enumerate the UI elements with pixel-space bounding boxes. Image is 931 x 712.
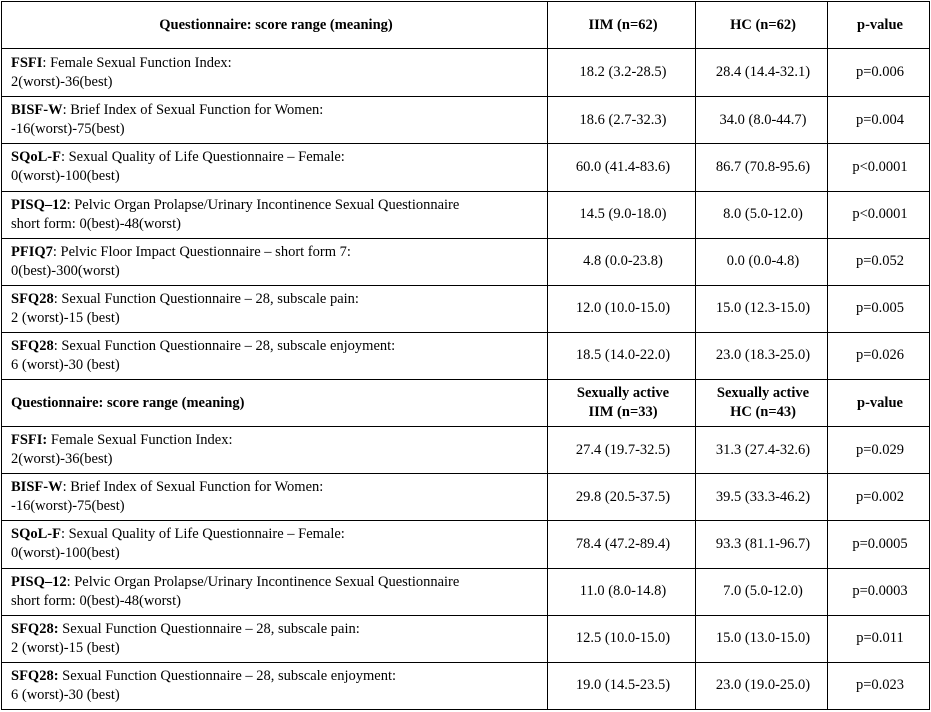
header-line: HC (n=43) (730, 404, 796, 421)
score-range: 0(worst)-100(best) (11, 545, 120, 562)
group1-value: 11.0 (8.0-14.8) (548, 568, 696, 615)
group1-value: 29.8 (20.5-37.5) (548, 474, 696, 521)
questionnaire-abbreviation: SFQ28: (11, 620, 59, 637)
p-value: p=0.029 (828, 427, 930, 474)
table-row (2, 521, 930, 568)
group1-value: 18.6 (2.7-32.3) (548, 97, 696, 144)
group2-value: 23.0 (19.0-25.0) (696, 662, 828, 709)
questionnaire-abbreviation: FSFI (11, 54, 43, 71)
group1-value: 18.2 (3.2-28.5) (548, 49, 696, 97)
group2-value: 0.0 (0.0-4.8) (696, 238, 828, 285)
p-value: p=0.006 (828, 49, 930, 97)
p-value: p=0.002 (828, 474, 930, 521)
group2-value: 93.3 (81.1-96.7) (696, 521, 828, 568)
p-value: p=0.004 (828, 97, 930, 144)
table-row (2, 191, 930, 238)
group1-value: 27.4 (19.7-32.5) (548, 427, 696, 474)
group2-value: 15.0 (12.3-15.0) (696, 285, 828, 332)
group2-value: 28.4 (14.4-32.1) (696, 49, 828, 97)
questionnaire-abbreviation: SFQ28 (11, 290, 54, 307)
questionnaire-name: : Pelvic Organ Prolapse/Urinary Incontinence Sexual Questionnaire (66, 196, 460, 213)
questionnaire-name: Sexual Function Questionnaire – 28, subscale pain: (58, 620, 360, 637)
questionnaire-cell (2, 474, 548, 521)
p-value: p=0.0005 (828, 521, 930, 568)
table-row (2, 144, 930, 191)
group2-value: 86.7 (70.8-95.6) (696, 144, 828, 191)
header-line: IIM (n=33) (588, 404, 658, 421)
table-row (2, 568, 930, 615)
iim-column-header: IIM (n=62) (548, 2, 696, 49)
questionnaire-cell (2, 615, 548, 662)
questionnaire-name: : Brief Index of Sexual Function for Women: (62, 102, 324, 119)
p-value: p=0.011 (828, 615, 930, 662)
questionnaire-abbreviation: BISF-W (11, 102, 63, 119)
questionnaire-cell (2, 332, 548, 379)
table-row (2, 49, 930, 97)
group2-value: 15.0 (13.0-15.0) (696, 615, 828, 662)
questionnaire-abbreviation: SFQ28: (11, 667, 59, 684)
score-range: 6 (worst)-30 (best) (11, 356, 120, 373)
group1-value: 12.5 (10.0-15.0) (548, 615, 696, 662)
questionnaire-cell (2, 49, 548, 97)
score-range: 2(worst)-36(best) (11, 451, 113, 468)
questionnaire-abbreviation: SQoL-F (11, 526, 61, 543)
score-range: 0(worst)-100(best) (11, 168, 120, 185)
table-row (2, 332, 930, 379)
questionnaire-name: : Brief Index of Sexual Function for Women: (62, 479, 324, 496)
questionnaire-name: : Female Sexual Function Index: (42, 54, 232, 71)
questionnaire-column-header: Questionnaire: score range (meaning) (2, 380, 548, 427)
questionnaire-cell (2, 568, 548, 615)
questionnaire-cell (2, 238, 548, 285)
score-range: 2 (worst)-15 (best) (11, 309, 120, 326)
questionnaire-column-header: Questionnaire: score range (meaning) (2, 2, 548, 49)
score-range: short form: 0(best)-48(worst) (11, 215, 181, 232)
questionnaire-abbreviation: BISF-W (11, 479, 63, 496)
sexually-active-hc-column-header (696, 380, 828, 427)
table-row (2, 474, 930, 521)
pvalue-column-header: p-value (828, 380, 930, 427)
hc-column-header: HC (n=62) (696, 2, 828, 49)
pvalue-column-header: p-value (828, 2, 930, 49)
group1-value: 18.5 (14.0-22.0) (548, 332, 696, 379)
group2-value: 39.5 (33.3-46.2) (696, 474, 828, 521)
table-header-row (2, 2, 930, 49)
table-row (2, 285, 930, 332)
questionnaire-name: : Sexual Quality of Life Questionnaire – Female: (60, 149, 345, 166)
header-line: Sexually active (716, 385, 810, 402)
questionnaire-abbreviation: PISQ–12 (11, 573, 67, 590)
questionnaire-abbreviation: PFIQ7 (11, 243, 53, 260)
group1-value: 14.5 (9.0-18.0) (548, 191, 696, 238)
questionnaire-abbreviation: FSFI: (11, 432, 48, 449)
questionnaire-cell (2, 662, 548, 709)
p-value: p=0.005 (828, 285, 930, 332)
results-table (1, 1, 930, 710)
questionnaire-cell (2, 521, 548, 568)
p-value: p<0.0001 (828, 144, 930, 191)
questionnaire-cell (2, 144, 548, 191)
group2-value: 34.0 (8.0-44.7) (696, 97, 828, 144)
header-line: Sexually active (576, 385, 670, 402)
p-value: p=0.023 (828, 662, 930, 709)
group2-value: 7.0 (5.0-12.0) (696, 568, 828, 615)
questionnaire-abbreviation: PISQ–12 (11, 196, 67, 213)
table-row (2, 97, 930, 144)
p-value: p<0.0001 (828, 191, 930, 238)
group1-value: 60.0 (41.4-83.6) (548, 144, 696, 191)
score-range: 0(best)-300(worst) (11, 262, 120, 279)
table-row (2, 427, 930, 474)
questionnaire-name: : Pelvic Floor Impact Questionnaire – short form 7: (52, 243, 351, 260)
questionnaire-name: Sexual Function Questionnaire – 28, subscale enjoyment: (58, 667, 396, 684)
questionnaire-abbreviation: SFQ28 (11, 337, 54, 354)
p-value: p=0.0003 (828, 568, 930, 615)
score-range: 2 (worst)-15 (best) (11, 639, 120, 656)
questionnaire-cell (2, 285, 548, 332)
group1-value: 78.4 (47.2-89.4) (548, 521, 696, 568)
group2-value: 8.0 (5.0-12.0) (696, 191, 828, 238)
score-range: short form: 0(best)-48(worst) (11, 592, 181, 609)
questionnaire-name: Female Sexual Function Index: (47, 432, 233, 449)
group1-value: 4.8 (0.0-23.8) (548, 238, 696, 285)
p-value: p=0.052 (828, 238, 930, 285)
questionnaire-name: : Sexual Function Questionnaire – 28, subscale pain: (53, 290, 359, 307)
p-value: p=0.026 (828, 332, 930, 379)
group2-value: 31.3 (27.4-32.6) (696, 427, 828, 474)
questionnaire-name: : Pelvic Organ Prolapse/Urinary Incontinence Sexual Questionnaire (66, 573, 460, 590)
questionnaire-name: : Sexual Quality of Life Questionnaire – Female: (60, 526, 345, 543)
table-row (2, 662, 930, 709)
group1-value: 12.0 (10.0-15.0) (548, 285, 696, 332)
score-range: -16(worst)-75(best) (11, 121, 125, 138)
questionnaire-abbreviation: SQoL-F (11, 149, 61, 166)
score-range: -16(worst)-75(best) (11, 498, 125, 515)
score-range: 2(worst)-36(best) (11, 73, 113, 90)
table-row (2, 615, 930, 662)
questionnaire-cell (2, 427, 548, 474)
questionnaire-name: : Sexual Function Questionnaire – 28, subscale enjoyment: (53, 337, 396, 354)
questionnaire-cell (2, 191, 548, 238)
sexually-active-iim-column-header (548, 380, 696, 427)
table-header-row (2, 380, 930, 427)
group1-value: 19.0 (14.5-23.5) (548, 662, 696, 709)
table-row (2, 238, 930, 285)
questionnaire-cell (2, 97, 548, 144)
group2-value: 23.0 (18.3-25.0) (696, 332, 828, 379)
score-range: 6 (worst)-30 (best) (11, 686, 120, 703)
